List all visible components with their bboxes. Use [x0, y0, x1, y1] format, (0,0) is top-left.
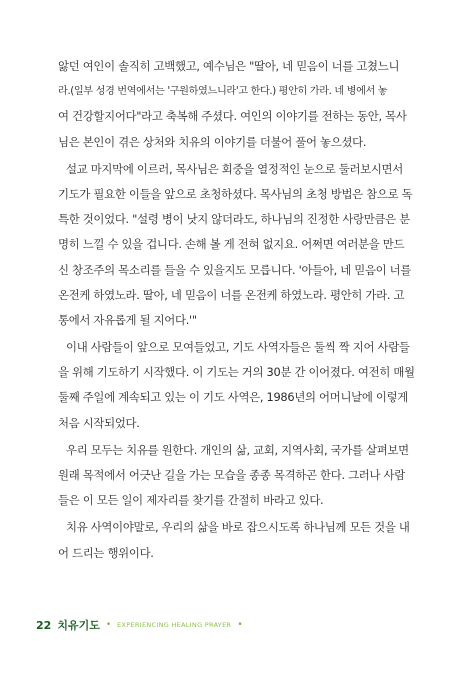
text-line: 님은 본인이 겪은 상처와 치유의 이야기를 더불어 풀어 놓으셨다. [58, 134, 367, 149]
series-text: EXPERIENCING HEALING PRAYER [117, 621, 232, 629]
text-line: 명히 느낄 수 있을 겁니다. 손해 볼 게 전혀 없지요. 어쩌면 여러분을 만드 [58, 237, 405, 252]
paragraph-1 [58, 54, 432, 155]
text-line: 여 건강할지어다"라고 축복해 주셨다. 여인의 이야기를 전하는 동안, 목사 [58, 109, 407, 124]
book-title: 치유기도 [57, 619, 100, 632]
paragraph-5 [58, 515, 432, 565]
text-line: 라.(일부 성경 번역에서는 '구원하였느니라'고 한다.) 평안히 가라. 네 병에서 놓 [58, 86, 388, 98]
text-line: 둘째 주일에 계속되고 있는 이 기도 사역은, 1986년의 어머니날에 이렇게 [58, 390, 408, 405]
text-line: 통에서 자유롭게 될 지어다.'" [58, 312, 197, 327]
text-line: 우리 모두는 치유를 원한다. 개인의 삶, 교회, 지역사회, 국가를 살펴보면 [66, 442, 409, 457]
page-footer [36, 617, 243, 633]
text-line: 들은 이 모든 일이 제자리를 찾기를 간절히 바라고 있다. [58, 493, 324, 508]
paragraph-4 [58, 438, 432, 514]
text-line: 특한 것이었다. "설령 병이 낫지 않더라도, 하나님의 진정한 사랑만큼은 분 [58, 212, 410, 227]
text-line: 이내 사람들이 앞으로 모여들었고, 기도 사역자들은 둘씩 짝 지어 사람들 [66, 340, 410, 355]
text-line: 설교 마지막에 이르러, 목사님은 회중을 열정적인 눈으로 둘러보시면서 [66, 161, 403, 176]
paragraph-3 [58, 335, 432, 436]
text-line: 앓던 여인이 솔직히 고백했고, 예수님은 "딸아, 네 믿음이 너를 고쳤느니 [58, 59, 400, 73]
text-line: 처음 시작되었다. [58, 415, 140, 430]
text-line: 기도가 필요한 이들을 앞으로 초청하셨다. 목사님의 초청 방법은 참으로 독 [58, 186, 413, 201]
page-number: 22 [36, 618, 52, 632]
paragraph-2 [58, 157, 432, 333]
text-line: 치유 사역이야말로, 우리의 삶을 바로 잡으시도록 하나님께 모든 것을 내 [66, 520, 410, 535]
text-line: 신 창조주의 목소리를 들을 수 있을지도 모릅니다. '아들아, 네 믿음이 너를 [58, 262, 412, 277]
series-dot: • [105, 620, 112, 630]
text-line: 온전케 하였노라. 딸아, 네 믿음이 너를 온전케 하였노라. 평안히 가라. 고 [58, 287, 405, 302]
text-line: 원래 목적에서 어긋난 길을 가는 모습을 종종 목격하곤 한다. 그러나 사람 [58, 468, 405, 482]
text-line: 어 드리는 행위이다. [58, 545, 154, 560]
body-text [58, 54, 432, 568]
text-line: 을 위해 기도하기 시작했다. 이 기도는 거의 30분 간 이어졌다. 여전히 매월 [58, 365, 415, 380]
series-dot: • [237, 620, 243, 630]
